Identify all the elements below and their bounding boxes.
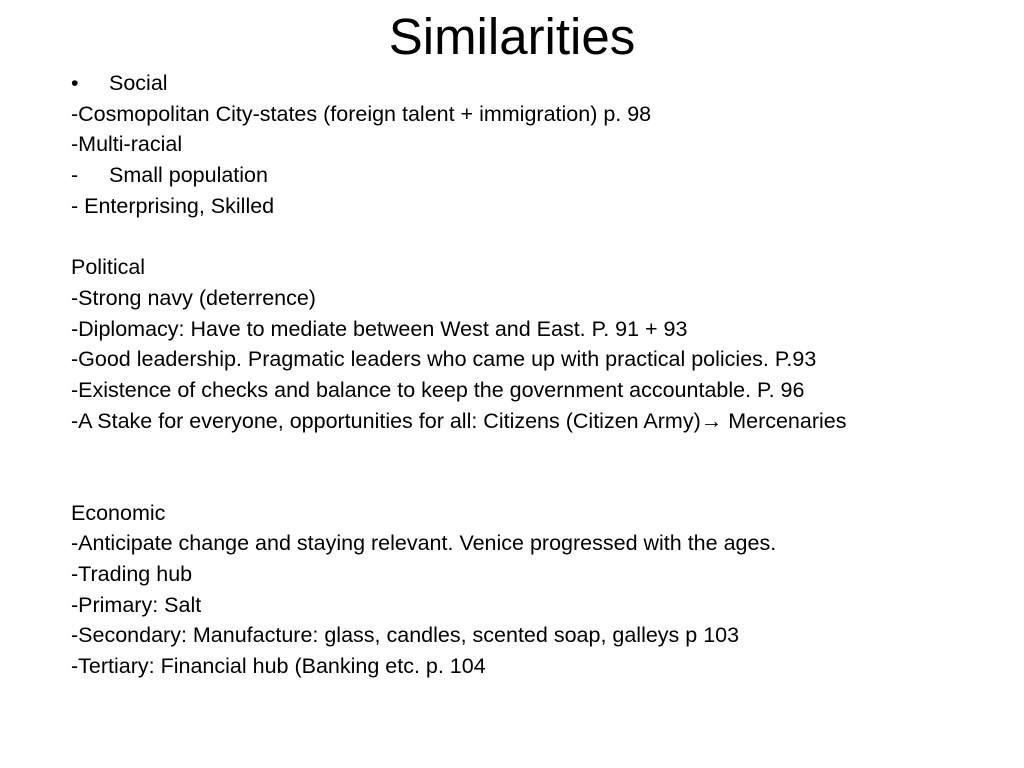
social-line: -Multi-racial	[71, 132, 183, 157]
economic-line: -Secondary: Manufacture: glass, candles, scented soap, galleys p 103	[71, 623, 740, 648]
economic-line: -Tertiary: Financial hub (Banking etc. p. 104	[71, 654, 486, 679]
social-heading-text: Social	[109, 71, 168, 95]
spacer	[71, 467, 1016, 498]
economic-line: -Anticipate change and staying relevant. Venice progressed with the ages.	[71, 531, 777, 556]
social-heading	[71, 68, 1016, 99]
political-line: -Diplomacy: Have to mediate between West and East. P. 91 + 93	[71, 316, 688, 341]
social-line: - Enterprising, Skilled	[71, 193, 275, 218]
bullet-icon: •	[71, 71, 79, 95]
political-line: -Good leadership. Pragmatic leaders who came up with practical policies. P.93	[71, 347, 817, 372]
economic-line: -Primary: Salt	[71, 592, 202, 617]
dash-marker: -	[71, 163, 79, 188]
slide-body	[71, 68, 1016, 682]
economic-heading: Economic	[71, 500, 166, 525]
social-line-text: Small population	[109, 163, 268, 188]
spacer	[71, 436, 1016, 467]
political-line: -A Stake for everyone, opportunities for all: Citizens (Citizen Army)→ Mercenaries	[71, 408, 847, 433]
political-line: -Strong navy (deterrence)	[71, 285, 316, 310]
economic-line: -Trading hub	[71, 562, 193, 586]
social-line: -Cosmopolitan City-states (foreign talent + immigration) p. 98	[71, 101, 652, 126]
social-line	[71, 160, 1016, 191]
political-heading: Political	[71, 255, 146, 280]
political-line: -Existence of checks and balance to keep the government accountable. P. 96	[71, 377, 805, 402]
slide-title: Similarities	[388, 8, 636, 65]
spacer	[71, 221, 1016, 252]
